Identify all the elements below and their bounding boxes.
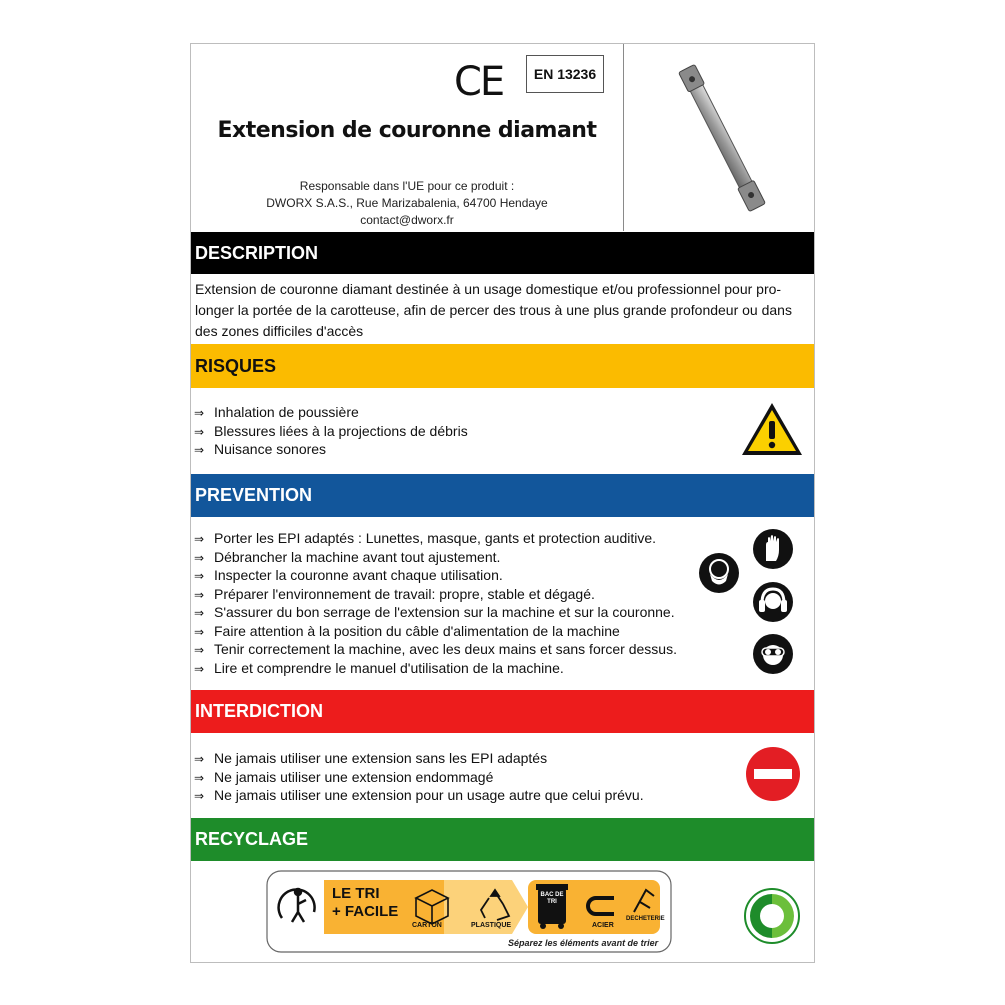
gloves-icon — [752, 528, 794, 570]
list-item: ⇒ S'assurer du bon serrage de l'extension sur la machine et sur la couronne. — [194, 603, 677, 622]
triman-title — [332, 885, 398, 921]
description-text: Extension de couronne diamant destinée à un usage domestique et/ou professionnel pour pro-longer la portée de la carotteuse, afin de percer des trous à une plus grande profondeur ou dans des zones difficiles d'accès — [195, 281, 792, 339]
recycling-heading: RECYCLAGE — [191, 818, 814, 861]
list-item: ⇒ Inspecter la couronne avant chaque utilisation. — [194, 566, 677, 585]
arrow-icon: ⇒ — [194, 789, 205, 803]
responsible-block — [191, 178, 623, 229]
list-item: ⇒ Ne jamais utiliser une extension endommagé — [194, 768, 644, 787]
list-item: ⇒ Faire attention à la position du câble d'alimentation de la machine — [194, 622, 677, 641]
product-title: Extension de couronne diamant — [217, 118, 597, 143]
green-dot-icon — [744, 888, 800, 944]
ear-protection-icon — [752, 581, 794, 623]
responsible-line: Responsable dans l'UE pour ce produit : — [299, 179, 515, 193]
arrow-icon: ⇒ — [194, 643, 205, 657]
header-info — [191, 44, 623, 231]
arrow-icon: ⇒ — [194, 770, 205, 785]
goggles-icon — [752, 633, 794, 675]
triman-sorting-label — [266, 870, 672, 953]
list-item: ⇒ Lire et comprendre le manuel d'utilisation de la machine. — [194, 659, 677, 678]
responsible-email: contact@dworx.fr — [360, 213, 454, 227]
list-item: ⇒ Tenir correctement la machine, avec les deux mains et sans forcer dessus. — [194, 640, 677, 659]
standard-badge: EN 13236 — [526, 55, 604, 93]
plastic-label: PLASTIQUE — [471, 922, 512, 929]
mask-icon — [698, 552, 740, 594]
list-item: ⇒ Ne jamais utiliser une extension sans les EPI adaptés — [194, 749, 644, 768]
triman-line1: LE TRI — [332, 885, 380, 902]
decheterie-label: DECHETERIE — [626, 916, 665, 922]
arrow-icon: ⇒ — [194, 424, 205, 439]
arrow-icon: ⇒ — [194, 443, 205, 457]
ce-mark: CE — [454, 59, 504, 105]
arrow-icon: ⇒ — [194, 624, 205, 639]
list-item: ⇒ Inhalation de poussière — [194, 403, 468, 422]
list-item: ⇒ Préparer l'environnement de travail: propre, stable et dégagé. — [194, 585, 677, 604]
arrow-icon: ⇒ — [194, 569, 205, 583]
product-image — [636, 52, 808, 224]
no-entry-icon — [745, 746, 801, 802]
bin-label: BAC DE TRI — [540, 892, 564, 905]
sorting-tagline: Séparez les éléments avant de trier — [508, 938, 659, 948]
arrow-icon: ⇒ — [194, 587, 205, 602]
header-divider — [623, 44, 624, 231]
arrow-icon: ⇒ — [194, 532, 205, 546]
list-item: ⇒ Porter les EPI adaptés : Lunettes, masque, gants et protection auditive. — [194, 529, 677, 548]
responsible-address: DWORX S.A.S., Rue Marizabalenia, 64700 Hendaye — [266, 196, 548, 210]
arrow-icon: ⇒ — [194, 406, 205, 420]
safety-sheet — [190, 43, 815, 963]
interdiction-list — [194, 749, 644, 805]
list-item: ⇒ Débrancher la machine avant tout ajustement. — [194, 548, 677, 567]
arrow-icon: ⇒ — [194, 752, 205, 766]
carton-label: CARTON — [412, 922, 442, 929]
arrow-icon: ⇒ — [194, 661, 205, 676]
header — [191, 44, 814, 231]
interdiction-heading: INTERDICTION — [191, 690, 814, 733]
list-item: ⇒ Ne jamais utiliser une extension pour un usage autre que celui prévu. — [194, 786, 644, 805]
steel-label: ACIER — [592, 922, 614, 929]
list-item: ⇒ Blessures liées à la projections de débris — [194, 422, 468, 441]
arrow-icon: ⇒ — [194, 550, 205, 565]
list-item: ⇒ Nuisance sonores — [194, 440, 468, 459]
risks-heading: RISQUES — [191, 344, 814, 388]
triman-line2: + FACILE — [332, 903, 399, 920]
description-heading: DESCRIPTION — [191, 232, 814, 274]
risks-list — [194, 403, 468, 459]
prevention-list — [194, 529, 677, 677]
warning-icon — [740, 401, 804, 457]
arrow-icon: ⇒ — [194, 606, 205, 620]
prevention-heading: PREVENTION — [191, 474, 814, 517]
